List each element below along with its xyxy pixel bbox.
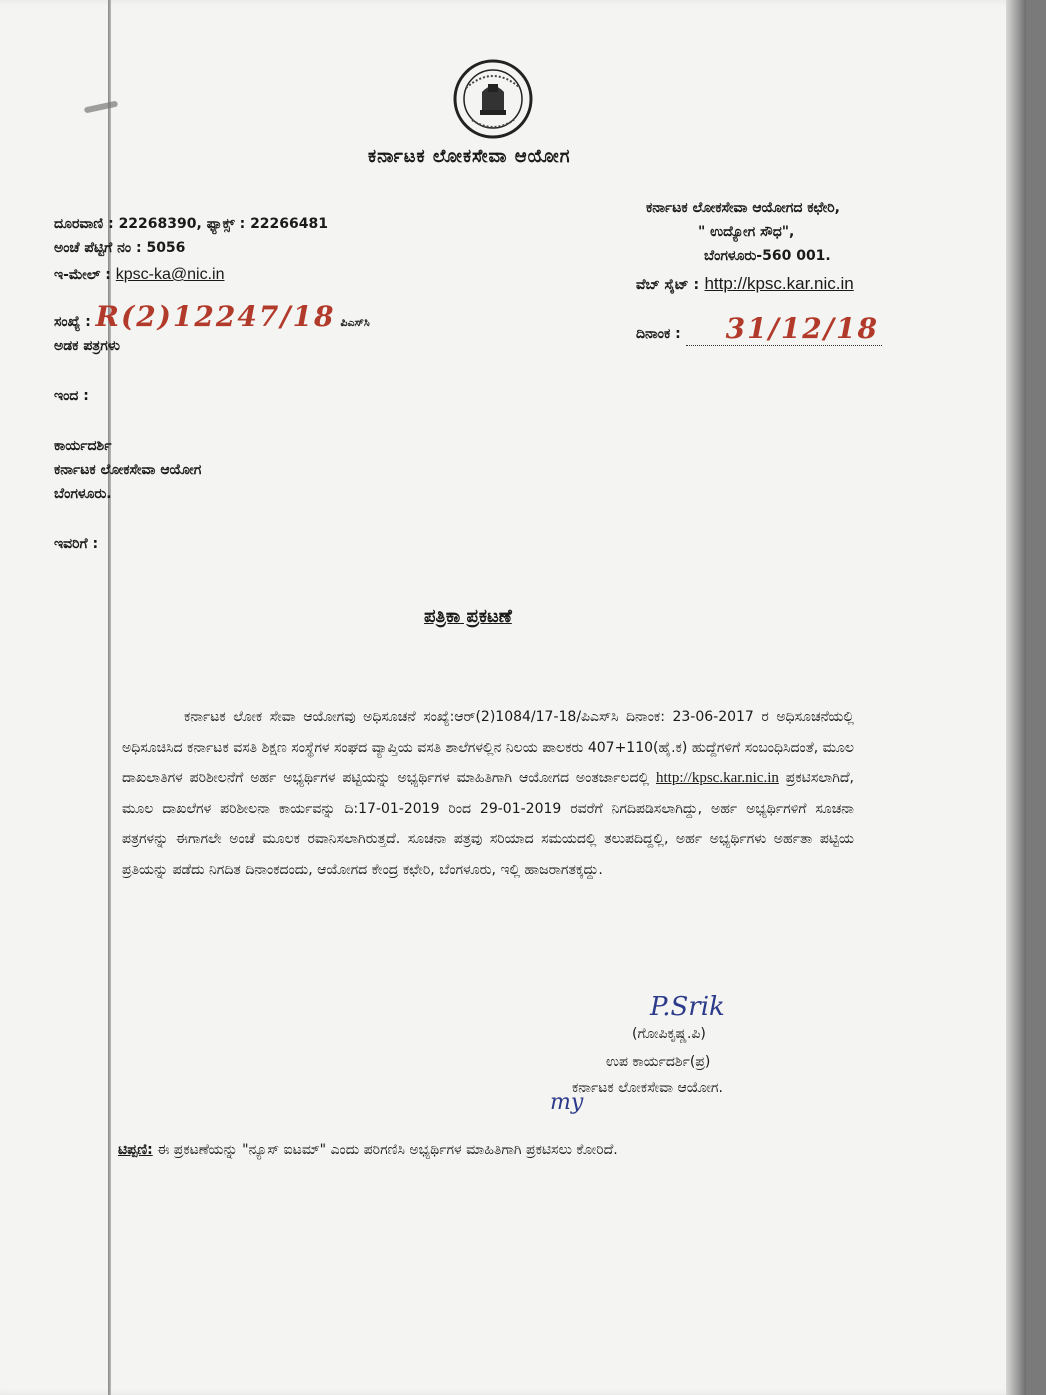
footnote	[118, 1136, 858, 1164]
notice-text-part-2: ಪ್ರಕಟಿಸಲಾಗಿದೆ, ಮೂಲ ದಾಖಲೆಗಳ ಪರಿಶೀಲನಾ ಕಾರ್ಯವನ್ನು ದಿ:17-01-2019 ರಿಂದ 29-01-2019 ರವರೆಗೆ ನಿಗದಿಪಡಿಸಲಾಗಿದ್ದು, ಅರ್ಹ ಅಭ್ಯರ್ಥಿಗಳಿಗೆ ಸೂಚನಾ ಪತ್ರಗಳನ್ನು ಈಗಾಗಲೇ ಅಂಚೆ ಮೂಲಕ ರವಾನಿಸಲಾಗಿರುತ್ತದೆ. ಸೂಚನಾ ಪತ್ರವು ಸರಿಯಾದ ಸಮಯದಲ್ಲಿ ತಲುಪದಿದ್ದಲ್ಲಿ, ಅರ್ಹ ಅಭ್ಯರ್ಥಿಗಳು ಅರ್ಹತಾ ಪಟ್ಟಿಯ ಪ್ರತಿಯನ್ನು ಪಡೆದು ನಿಗದಿತ ದಿನಾಂಕದಂದು, ಆಯೋಗದ ಕೇಂದ್ರ ಕಛೇರಿ, ಬೆಂಗಳೂರು, ಇಲ್ಲಿ ಹಾಜರಾಗತಕ್ಕದ್ದು.	[122, 770, 854, 878]
handwritten-date: 31/12/18	[725, 312, 879, 345]
to-label: ಇವರಿಗೆ :	[54, 536, 99, 552]
website-label: ವೆಬ್ ಸೈಟ್ :	[636, 277, 700, 293]
reference-number-line	[54, 300, 370, 333]
org-title: ಕರ್ನಾಟಕ ಲೋಕಸೇವಾ ಆಯೋಗ	[368, 146, 571, 167]
scan-mark	[84, 101, 119, 114]
notice-body	[122, 702, 854, 885]
office-address-line-2: " ಉದ್ಯೋಗ ಸೌಧ",	[698, 224, 795, 240]
from-label: ಇಂದ :	[54, 388, 89, 404]
website-line	[636, 274, 854, 294]
email-label: ಇ-ಮೇಲ್ :	[54, 267, 111, 283]
signatory-designation: ಉಪ ಕಾರ್ಯದರ್ಶಿ(ಪ್ರ)	[606, 1054, 711, 1070]
footnote-label: ಟಿಪ್ಪಣಿ:	[118, 1142, 153, 1158]
binding-crease	[108, 0, 111, 1395]
office-address-line-3: ಬೆಂಗಳೂರು-560 001.	[704, 248, 831, 264]
enclosures-label: ಅಡಕ ಪತ್ರಗಳು	[54, 338, 120, 354]
footnote-text: ಈ ಪ್ರಕಟಣೆಯನ್ನು "ನ್ಯೂಸ್ ಐಟಮ್" ಎಂದು ಪರಿಗಣಿಸಿ ಅಭ್ಯರ್ಥಿಗಳ ಮಾಹಿತಿಗಾಗಿ ಪ್ರಕಟಿಸಲು ಕೋರಿದೆ.	[152, 1142, 618, 1158]
notice-website-link[interactable]: http://kpsc.kar.nic.in	[655, 770, 779, 786]
office-address-line-1: ಕರ್ನಾಟಕ ಲೋಕಸೇವಾ ಆಯೋಗದ ಕಛೇರಿ,	[646, 200, 841, 216]
email-link[interactable]: kpsc-ka@nic.in	[115, 266, 225, 283]
sender-org: ಕರ್ನಾಟಕ ಲೋಕಸೇವಾ ಆಯೋಗ	[54, 462, 202, 478]
initials-scribble: my	[550, 1090, 584, 1115]
reference-suffix: ಪಿಎಸ್‌ಸಿ	[340, 316, 370, 329]
sender-title: ಕಾರ್ಯದರ್ಶಿ	[54, 438, 112, 454]
website-link[interactable]: http://kpsc.kar.nic.in	[704, 274, 854, 293]
emblem-seal-icon	[452, 58, 534, 140]
signatory-org: ಕರ್ನಾಟಕ ಲೋಕಸೇವಾ ಆಯೋಗ.	[572, 1080, 723, 1096]
date-field	[686, 312, 882, 346]
signature-scribble: P.Srik	[650, 992, 725, 1022]
date-label: ದಿನಾಂಕ :	[636, 326, 681, 342]
sender-city: ಬೆಂಗಳೂರು.	[54, 486, 112, 502]
phone-fax-line: ದೂರವಾಣಿ : 22268390, ಫ್ಯಾಕ್ಸ್ : 22266481	[54, 216, 328, 232]
postbox-line: ಅಂಚೆ ಪೆಟ್ಟಿಗೆ ನಂ : 5056	[54, 240, 186, 256]
date-line	[636, 312, 882, 346]
page-edge-shadow	[1006, 0, 1026, 1395]
reference-label: ಸಂಖ್ಯೆ :	[54, 314, 91, 330]
signatory-name: (ಗೋಪಿಕೃಷ್ಣ.ಪಿ)	[632, 1026, 706, 1042]
handwritten-reference: R(2)12247/18	[95, 300, 336, 333]
email-line	[54, 266, 225, 284]
notice-text-part-1: ಕರ್ನಾಟಕ ಲೋಕ ಸೇವಾ ಆಯೋಗವು ಅಧಿಸೂಚನೆ ಸಂಖ್ಯೆ:ಆರ್(2)1084/17-18/ಪಿಎಸ್‌ಸಿ ದಿನಾಂಕ: 23-06-2017 ರ ಅಧಿಸೂಚನೆಯಲ್ಲಿ ಅಧಿಸೂಚಿಸಿದ ಕರ್ನಾಟಕ ವಸತಿ ಶಿಕ್ಷಣ ಸಂಸ್ಥೆಗಳ ಸಂಘದ ವ್ಯಾಪ್ತಿಯ ವಸತಿ ಶಾಲೆಗಳಲ್ಲಿನ ನಿಲಯ ಪಾಲಕರು 407+110(ಹೈ.ಕ) ಹುದ್ದೆಗಳಿಗೆ ಸಂಬಂಧಿಸಿದಂತೆ, ಮೂಲ ದಾಖಲಾತಿಗಳ ಪರಿಶೀಲನೆಗೆ ಅರ್ಹ ಅಭ್ಯರ್ಥಿಗಳ ಪಟ್ಟಿಯನ್ನು ಅಭ್ಯರ್ಥಿಗಳ ಮಾಹಿತಿಗಾಗಿ ಆಯೋಗದ ಅಂತರ್ಜಾಲದಲ್ಲಿ	[122, 709, 854, 786]
notice-heading: ಪತ್ರಿಕಾ ಪ್ರಕಟಣೆ	[424, 606, 512, 627]
